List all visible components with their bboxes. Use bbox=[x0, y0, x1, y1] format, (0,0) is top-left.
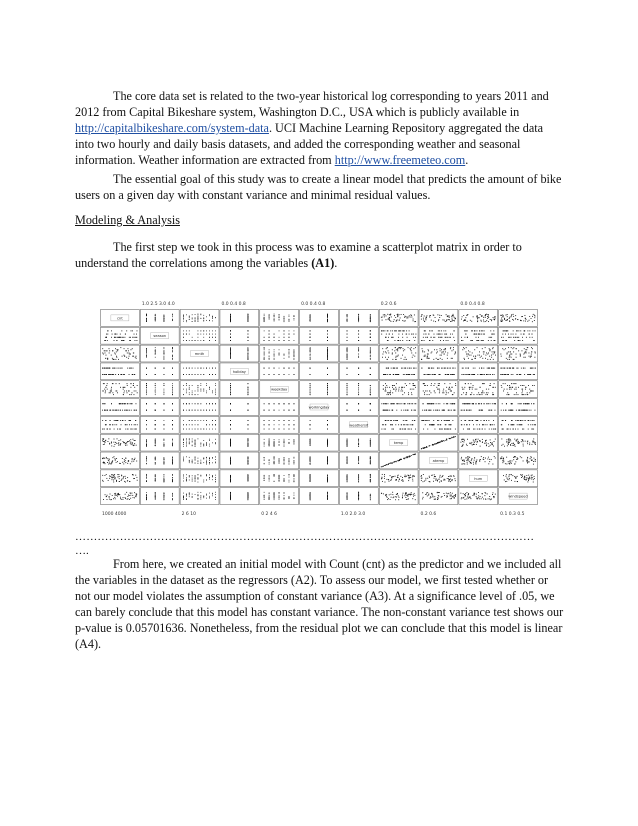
matrix-panel bbox=[101, 363, 140, 380]
scatter-points bbox=[146, 383, 173, 395]
goal-paragraph bbox=[75, 171, 565, 203]
scatter-points bbox=[230, 420, 248, 429]
matrix-panel bbox=[459, 363, 498, 380]
matrix-panel bbox=[140, 452, 179, 469]
scatter-points bbox=[264, 314, 295, 323]
figure-reference: (A1) bbox=[311, 256, 335, 270]
scatter-points bbox=[102, 403, 137, 410]
matrix-panel bbox=[220, 310, 259, 327]
scatter-points bbox=[310, 347, 328, 360]
scatter-points bbox=[183, 438, 216, 447]
scatter-points bbox=[102, 347, 136, 360]
matrix-panel bbox=[180, 452, 219, 469]
matrix-panel bbox=[180, 363, 219, 380]
scatter-points bbox=[183, 330, 216, 341]
scatter-points bbox=[461, 403, 496, 410]
scatter-points bbox=[230, 314, 248, 323]
capitalbikeshare-link[interactable]: http://capitalbikeshare.com/system-data bbox=[75, 121, 269, 135]
scatter-points bbox=[501, 383, 535, 395]
scatter-points bbox=[146, 438, 173, 446]
scatter-points bbox=[381, 454, 416, 468]
scatter-points bbox=[310, 368, 328, 375]
scatter-points bbox=[146, 314, 173, 322]
scatter-points bbox=[381, 314, 416, 322]
matrix-panel bbox=[339, 399, 378, 416]
scatter-points bbox=[500, 347, 535, 360]
variable-label: cnt bbox=[117, 316, 123, 321]
matrix-panel bbox=[101, 399, 140, 416]
variable-label: mnth bbox=[194, 352, 205, 357]
scatter-points bbox=[264, 368, 295, 375]
matrix-panel bbox=[499, 327, 538, 344]
matrix-panel bbox=[379, 363, 418, 380]
scatter-points bbox=[183, 456, 216, 464]
scatter-points bbox=[500, 456, 536, 464]
scatter-points bbox=[381, 403, 416, 410]
matrix-panel bbox=[220, 452, 259, 469]
scatter-points bbox=[381, 420, 415, 429]
scatter-points bbox=[230, 347, 248, 360]
scatter-points bbox=[230, 403, 248, 410]
matrix-panel bbox=[499, 416, 538, 433]
matrix-panel bbox=[140, 345, 179, 362]
matrix-panel bbox=[101, 434, 140, 451]
matrix-panel bbox=[419, 399, 458, 416]
matrix-panel bbox=[220, 399, 259, 416]
scatter-points bbox=[264, 347, 295, 360]
scatter-points bbox=[461, 383, 495, 395]
matrix-panel bbox=[260, 399, 299, 416]
scatter-points bbox=[501, 420, 536, 429]
scatter-points bbox=[422, 492, 456, 500]
scatter-points bbox=[461, 420, 496, 429]
scatter-points bbox=[347, 383, 371, 395]
matrix-panel bbox=[220, 327, 259, 344]
scatter-points bbox=[102, 420, 138, 429]
scatter-points bbox=[421, 347, 456, 360]
scatter-points bbox=[146, 368, 173, 375]
intro-text-c: . bbox=[465, 153, 469, 167]
scatter-points bbox=[146, 403, 173, 410]
matrix-panel bbox=[180, 434, 219, 451]
matrix-panel bbox=[260, 327, 299, 344]
scatter-points bbox=[501, 438, 535, 446]
matrix-panel bbox=[300, 434, 339, 451]
scatter-points bbox=[461, 330, 495, 341]
matrix-panel bbox=[140, 363, 179, 380]
variable-label: workingday bbox=[308, 405, 330, 410]
scatter-points bbox=[347, 347, 371, 360]
matrix-panel bbox=[300, 416, 339, 433]
scatter-points bbox=[347, 403, 371, 410]
scatter-points bbox=[264, 420, 295, 429]
matrix-panel bbox=[180, 327, 219, 344]
matrix-panel bbox=[300, 327, 339, 344]
scatter-points bbox=[460, 492, 495, 500]
variable-label: temp bbox=[393, 441, 404, 446]
top-axis-label: 0.0 0.4 0.8 bbox=[460, 302, 485, 307]
scatter-points bbox=[347, 492, 371, 501]
matrix-panel bbox=[220, 381, 259, 398]
matrix-panel bbox=[379, 327, 418, 344]
matrix-panel bbox=[101, 345, 140, 362]
scatter-points bbox=[146, 456, 173, 464]
matrix-panel bbox=[379, 452, 418, 469]
scatter-points bbox=[146, 347, 173, 360]
scatter-points bbox=[102, 438, 137, 446]
matrix-panel bbox=[419, 470, 458, 487]
matrix-panel bbox=[180, 399, 219, 416]
matrix-panel bbox=[140, 434, 179, 451]
scatter-points bbox=[310, 492, 328, 500]
matrix-panel bbox=[300, 310, 339, 327]
variable-label: atemp bbox=[432, 458, 445, 463]
scatter-points bbox=[421, 314, 456, 322]
matrix-panel bbox=[499, 470, 538, 487]
intro-text-b: . UCI Machine Learning Repository aggregated the data into two hourly and daily basis datasets, and added the corresponding weather and seasonal information. Weather information are extracted from bbox=[75, 121, 544, 167]
scatter-points bbox=[310, 474, 328, 482]
matrix-panel bbox=[339, 327, 378, 344]
model-text: From here, we created an initial model with Count (cnt) as the predictor and we included all the variables in the dataset as the regressors (A2). To assess our model, we first tested whether or not our model violates the assumption of constant variance (A3). At a significance level of .05, we can barely conclude that this model has constant variance. The non-constant variance test shows our p-value is 0.05701636. Nonetheless, from the residual plot we can conclude that this model is linear (A4). bbox=[75, 557, 564, 651]
scatter-points bbox=[183, 314, 216, 323]
scatter-points bbox=[461, 368, 495, 375]
matrix-panel bbox=[499, 399, 538, 416]
first-step-text: The first step we took in this process was to examine a scatterplot matrix in order to understand the correlations among the variables bbox=[75, 240, 522, 270]
scatter-points bbox=[421, 368, 455, 375]
matrix-panel bbox=[300, 381, 339, 398]
scatter-points bbox=[183, 368, 216, 375]
variable-label: hum bbox=[474, 476, 483, 481]
matrix-panel bbox=[180, 310, 219, 327]
scatter-points bbox=[102, 383, 137, 395]
matrix-panel bbox=[140, 470, 179, 487]
scatter-points bbox=[461, 456, 496, 465]
scatter-points bbox=[347, 474, 371, 483]
scatter-points bbox=[347, 314, 371, 322]
matrix-panel bbox=[260, 363, 299, 380]
scatter-points bbox=[103, 492, 137, 500]
matrix-panel bbox=[180, 488, 219, 505]
matrix-panel bbox=[419, 327, 458, 344]
scatter-points bbox=[503, 474, 535, 482]
scatter-points bbox=[460, 439, 495, 447]
scatter-points bbox=[104, 330, 137, 341]
matrix-panel bbox=[379, 310, 418, 327]
scatter-points bbox=[264, 438, 295, 446]
scatter-points bbox=[183, 403, 216, 410]
scatter-points bbox=[230, 474, 248, 482]
bottom-axis-label: 1000 4000 bbox=[102, 512, 127, 517]
scatter-points bbox=[310, 439, 328, 447]
scatter-points bbox=[347, 456, 371, 464]
matrix-panel bbox=[379, 399, 418, 416]
matrix-panel bbox=[140, 416, 179, 433]
intro-paragraph bbox=[75, 88, 565, 168]
scatter-points bbox=[501, 330, 535, 341]
scatter-points bbox=[381, 474, 415, 483]
matrix-panel bbox=[140, 310, 179, 327]
bottom-axis-label: 2 6 10 bbox=[181, 512, 196, 517]
matrix-panel bbox=[220, 416, 259, 433]
scatter-points bbox=[423, 383, 456, 395]
matrix-panel bbox=[140, 488, 179, 505]
first-step-paragraph bbox=[75, 239, 565, 271]
matrix-panel bbox=[101, 327, 140, 344]
scatter-points bbox=[383, 383, 416, 395]
matrix-panel bbox=[180, 381, 219, 398]
scatter-points bbox=[230, 456, 248, 464]
scatterplot-matrix-figure bbox=[94, 297, 551, 519]
matrix-panel bbox=[101, 488, 140, 505]
scatter-points bbox=[183, 420, 216, 429]
matrix-panel bbox=[180, 470, 219, 487]
matrix-panel bbox=[459, 399, 498, 416]
matrix-panel bbox=[379, 470, 418, 487]
scatter-points bbox=[264, 403, 295, 410]
variable-label: season bbox=[153, 334, 167, 339]
scatter-points bbox=[421, 330, 455, 341]
freemeteo-link[interactable]: http://www.freemeteo.com bbox=[334, 153, 466, 167]
scatter-points bbox=[264, 492, 295, 500]
scatter-points bbox=[381, 492, 416, 500]
scatter-points bbox=[500, 314, 535, 322]
scatter-points bbox=[310, 456, 328, 464]
matrix-panel bbox=[101, 452, 140, 469]
matrix-panel bbox=[339, 363, 378, 380]
bottom-axis-label: 0.1 0.3 0.5 bbox=[500, 512, 525, 517]
scatter-points bbox=[501, 403, 536, 410]
matrix-panel bbox=[260, 488, 299, 505]
scatter-points bbox=[310, 330, 328, 341]
matrix-panel bbox=[140, 399, 179, 416]
scatter-points bbox=[347, 330, 371, 341]
scatter-points bbox=[230, 492, 248, 500]
variable-label: windspeed bbox=[508, 494, 528, 499]
model-paragraph bbox=[75, 556, 565, 652]
variable-label: weathersit bbox=[349, 423, 369, 428]
matrix-panel bbox=[499, 363, 538, 380]
variable-label: holiday bbox=[232, 369, 246, 374]
scatter-points bbox=[347, 368, 371, 375]
matrix-panel bbox=[220, 470, 259, 487]
scatter-points bbox=[310, 314, 328, 322]
top-axis-label: 1.0 2.5 3.0 4.0 bbox=[141, 302, 175, 307]
matrix-panel bbox=[459, 327, 498, 344]
scatter-points bbox=[382, 347, 416, 360]
scatter-points bbox=[102, 456, 137, 464]
top-axis-label: 0.2 0.6 bbox=[380, 302, 397, 307]
dotted-separator: …………………………………………………………………………………………………………… bbox=[75, 531, 535, 543]
scatter-points bbox=[347, 438, 371, 446]
matrix-panel bbox=[260, 345, 299, 362]
goal-text: The essential goal of this study was to create a linear model that predicts the amount of bike users on a given day with constant variance and minimal residual values. bbox=[75, 172, 562, 202]
scatter-points bbox=[500, 368, 536, 375]
matrix-panel bbox=[220, 345, 259, 362]
scatter-points bbox=[421, 420, 455, 429]
variable-label: weekday bbox=[271, 387, 288, 392]
matrix-panel bbox=[300, 452, 339, 469]
scatter-points bbox=[461, 314, 496, 322]
bottom-axis-label: 0 2 4 6 bbox=[261, 512, 278, 517]
scatter-points bbox=[230, 383, 248, 395]
matrix-panel bbox=[220, 488, 259, 505]
scatter-points bbox=[264, 330, 295, 341]
scatter-points bbox=[383, 368, 416, 375]
scatter-points bbox=[421, 436, 456, 449]
matrix-panel bbox=[220, 434, 259, 451]
top-axis-label: 0.0 0.4 0.8 bbox=[221, 302, 246, 307]
scatter-points bbox=[422, 403, 455, 410]
bottom-axis-label: 0.2 0.6 bbox=[420, 512, 437, 517]
scatter-points bbox=[310, 383, 328, 395]
scatter-points bbox=[264, 456, 295, 464]
matrix-panel bbox=[300, 363, 339, 380]
matrix-panel bbox=[180, 416, 219, 433]
scatter-points bbox=[462, 347, 496, 360]
first-step-end: . bbox=[334, 256, 338, 270]
scatter-points bbox=[102, 368, 135, 375]
scatter-points bbox=[183, 492, 216, 500]
matrix-panel bbox=[140, 381, 179, 398]
matrix-panel bbox=[459, 381, 498, 398]
scatter-points bbox=[264, 474, 295, 482]
matrix-panel bbox=[300, 488, 339, 505]
scatter-points bbox=[421, 474, 456, 482]
scatter-points bbox=[146, 492, 173, 500]
scatter-points bbox=[230, 330, 248, 341]
dotted-separator-tail: …. bbox=[75, 545, 89, 557]
scatter-points bbox=[183, 474, 216, 482]
bottom-axis-label: 1.0 2.0 3.0 bbox=[340, 512, 366, 517]
matrix-panel bbox=[300, 345, 339, 362]
top-axis-label: 0.0 0.4 0.8 bbox=[301, 302, 326, 307]
matrix-panel bbox=[419, 363, 458, 380]
scatter-points bbox=[102, 474, 137, 483]
scatter-points bbox=[381, 330, 416, 341]
section-heading: Modeling & Analysis bbox=[75, 213, 180, 227]
scatter-points bbox=[310, 420, 328, 429]
scatter-points bbox=[183, 383, 216, 395]
intro-text-a: The core data set is related to the two-year historical log corresponding to years 2011 and 2012 from Capital Bikeshare system, Washington D.C., USA which is publicly available in bbox=[75, 89, 549, 119]
scatter-points bbox=[146, 420, 173, 429]
scatter-points bbox=[230, 438, 248, 447]
scatter-points bbox=[146, 474, 173, 482]
matrix-panel bbox=[300, 470, 339, 487]
